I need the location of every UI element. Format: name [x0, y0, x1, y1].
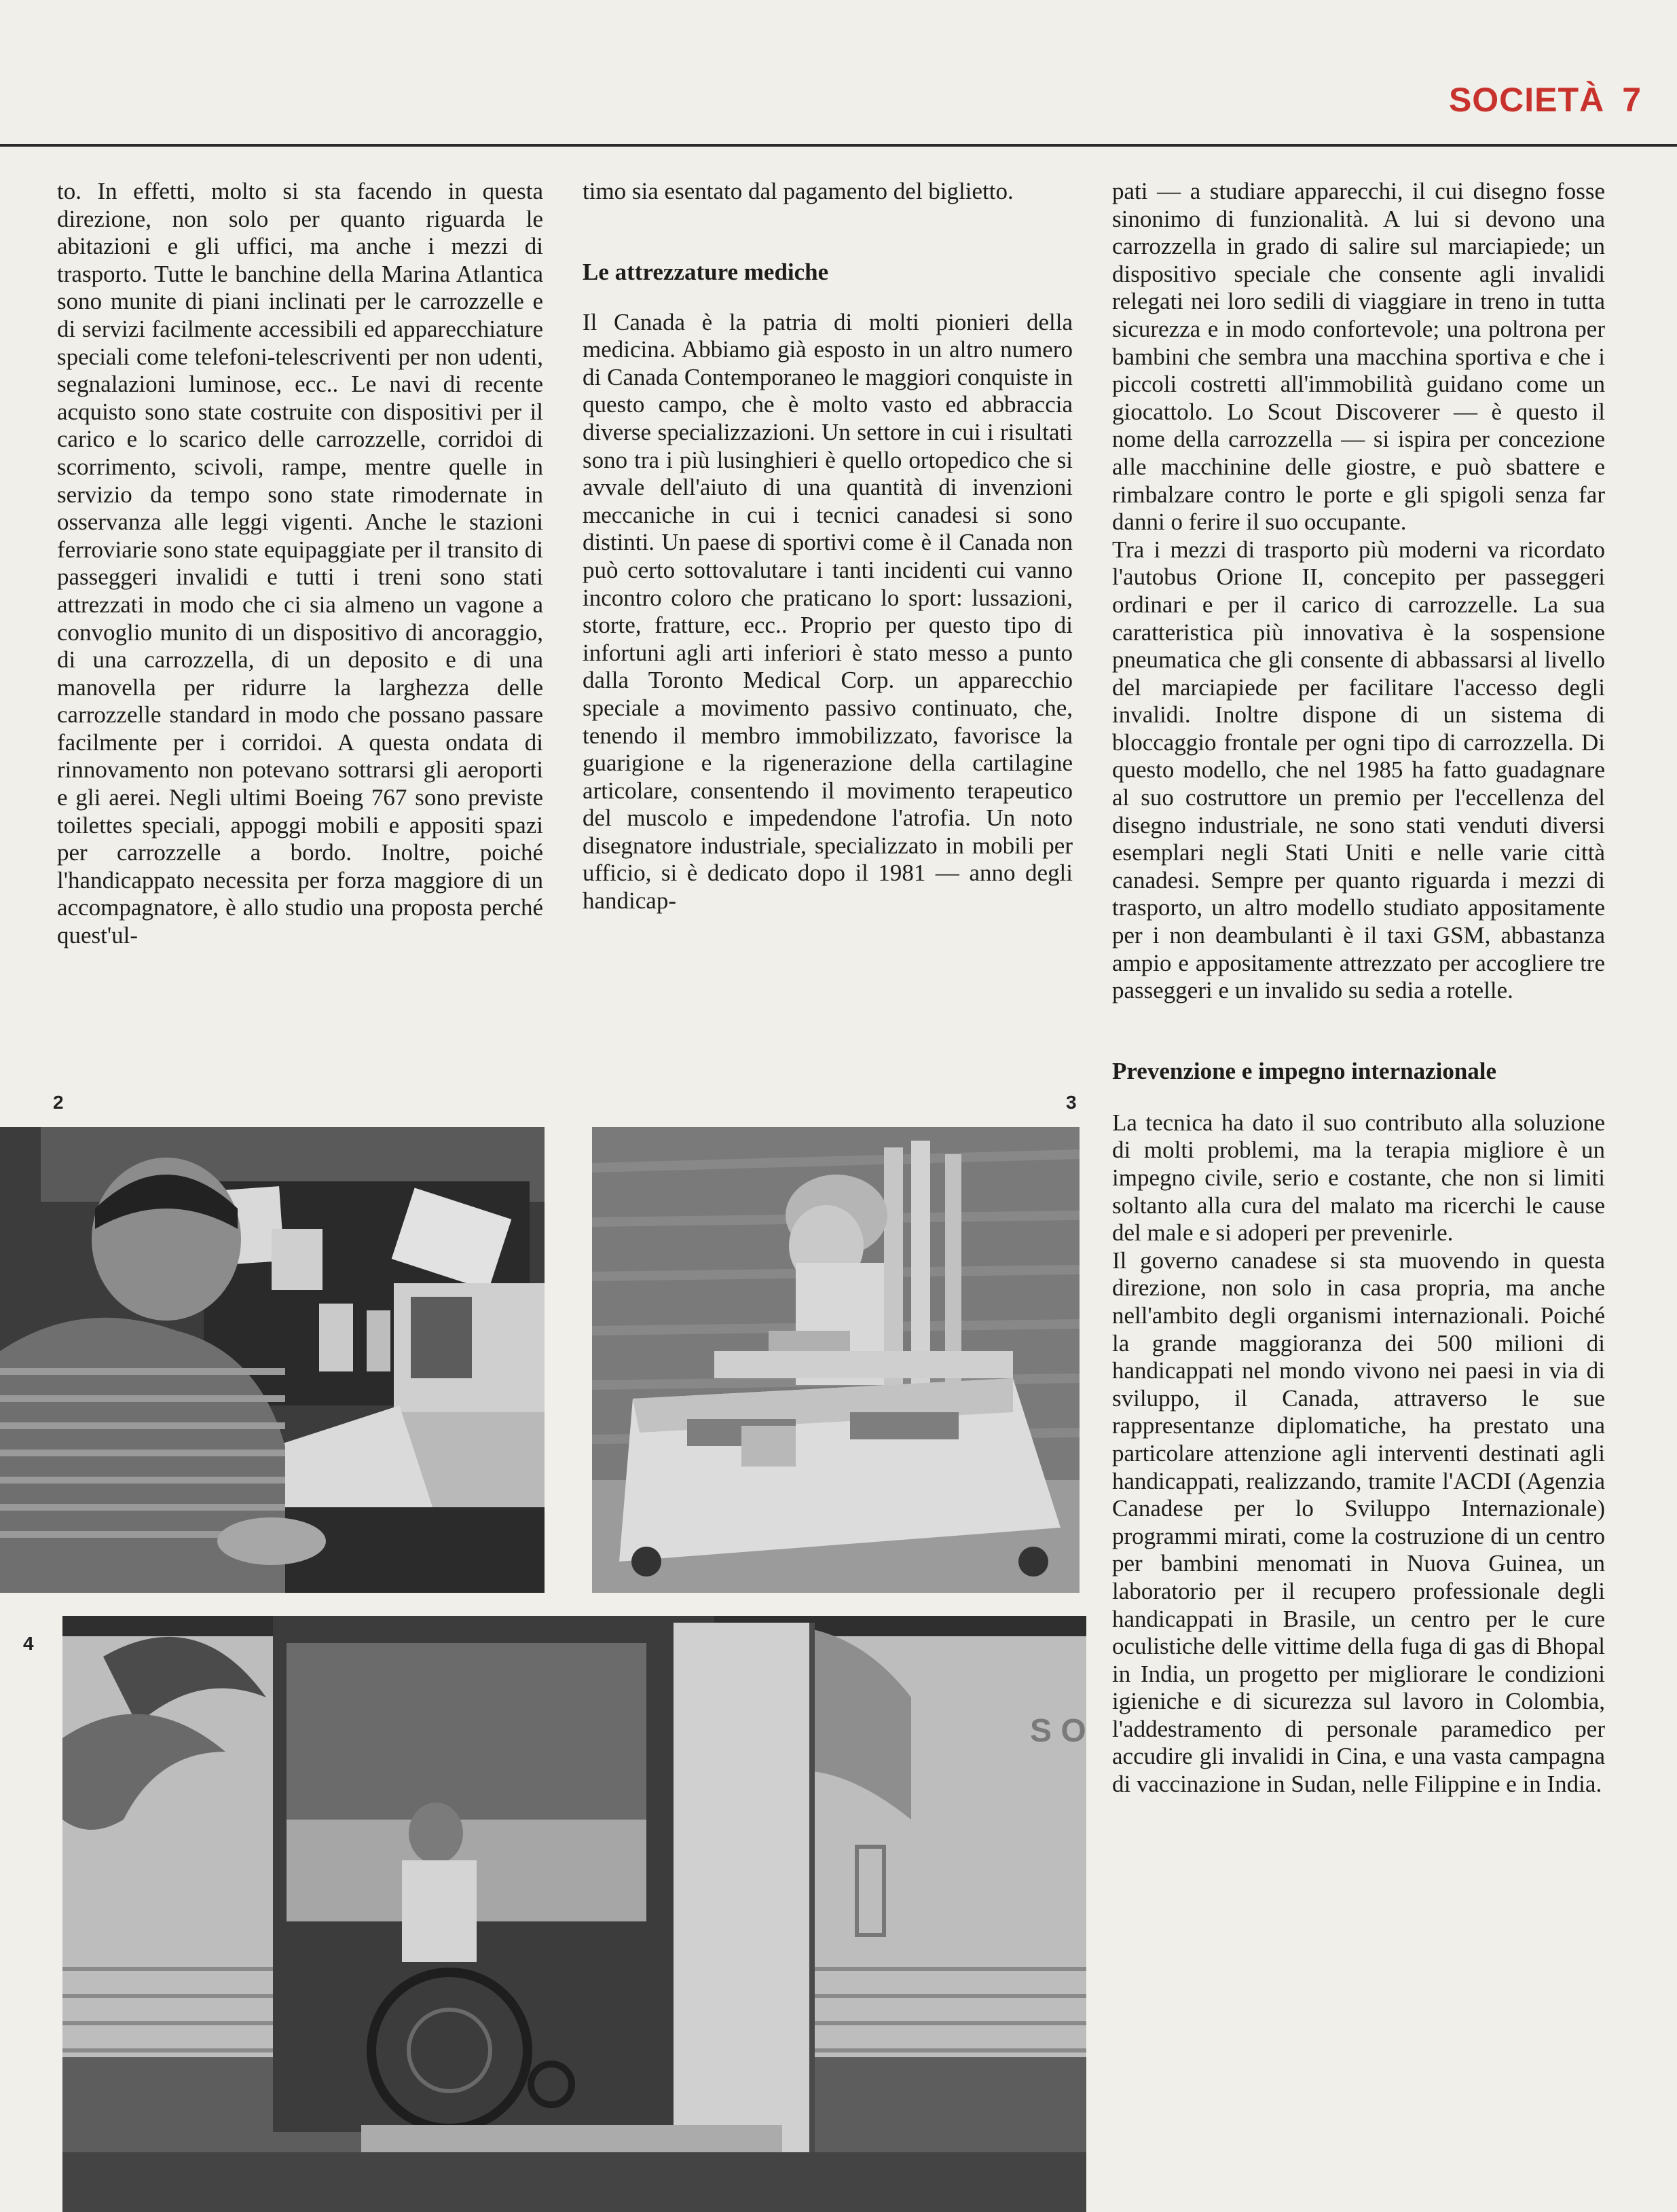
paragraph: Tra i mezzi di trasporto più moderni va ricordato l'autobus Orione II, concepito per passeggeri ordinari e per il carico di carrozzelle. La sua caratteristica più innovativa è la sospensione pneumatica che gli consente di abbassarsi al livello del marciapiede per facilitare l'accesso degli invalidi. Inoltre dispone di un sistema di bloccaggio frontale per ogni tipo di carrozzella. Di questo modello, che nel 1985 ha fatto guadagnare al suo costruttore un premio per l'eccellenza del disegno industriale, ne sono stati venduti diversi esemplari negli Stati Uniti e nelle varie città canadesi. Sempre per quanto riguarda i mezzi di trasporto, un altro modello studiato appositamente per i non deambulanti è il taxi GSM, abbastanza ampio e appositamente attrezzato per accogliere tre passeggeri e un invalido su sedia a rotelle.	[1112, 536, 1605, 1004]
text-column-2	[583, 178, 1073, 915]
text-column-3	[1112, 178, 1605, 1799]
paragraph: Il governo canadese si sta muovendo in questa direzione, non solo in casa propria, ma anche nell'ambito degli organismi internazionali. Poiché la grande maggioranza dei 500 milioni di handicappati nel mondo vivono nei paesi in via di sviluppo, il Canada, attraverso le sue rappresentanze diplomatiche, ha prestato una particolare attenzione agli interventi destinati agli handicappati, realizzando, tramite l'ACDI (Agenzia Canadese per lo Sviluppo Internazionale) programmi mirati, come la costruzione di un centro per bambini menomati in Nuova Guinea, un laboratorio per il recupero professionale degli handicappati in Brasile, un centro per le cure oculistiche delle vittime della fuga di gas di Bhopal in India, un progetto per migliorare le condizioni igieniche e di sicurezza sul lavoro in Colombia, l'addestramento di personale paramedico per accudire gli invalidi in Cina, e una vasta campagna di vaccinazione in Sudan, nelle Filippine e in India.	[1112, 1247, 1605, 1798]
page-number: 7	[1622, 81, 1642, 119]
paragraph: Il Canada è la patria di molti pionieri della medicina. Abbiamo già esposto in un altro numero di Canada Contemporaneo le maggiori conquiste in questo campo, che è molto vasto ed abbraccia diverse specializzazioni. Un settore in cui i risultati sono tra i più lusinghieri è quello ortopedico che si avvale dell'aiuto di una quantità di invenzioni meccaniche in cui i tecnici canadesi si sono distinti. Un paese di sportivi come è il Canada non può certo sottovalutare i tanti incidenti cui vanno incontro coloro che praticano lo sport: lussazioni, storte, fratture, ecc.. Proprio per questo tipo di infortuni agli arti inferiori è stato messo a punto dalla Toronto Medical Corp. un apparecchio speciale a movimento passivo continuato, che, tenendo il membro immobilizzato, favorisce la guarigione e la rigenerazione della cartilagine articolare, consentendo il movimento terapeutico del muscolo e impedendone l'atrofia. Un noto disegnatore industriale, specializzato in mobili per ufficio, si è dedicato dopo il 1981 — anno degli handicap-	[583, 308, 1073, 915]
section-heading: Le attrezzature mediche	[583, 258, 829, 285]
photo-bus-wheelchair-lift	[62, 1616, 1086, 2212]
paragraph: La tecnica ha dato il suo contributo alla soluzione di molti problemi, ma la terapia migliore è un impegno civile, serio e costante, che non si limiti soltanto alla cura del malato ma ricerchi le cause del male e si adoperi per prevenirle.	[1112, 1109, 1605, 1247]
figure-number-2: 2	[53, 1092, 64, 1113]
paragraph: to. In effetti, molto si sta facendo in questa direzione, non solo per quanto riguarda le abitazioni e gli uffici, ma anche i mezzi di trasporto. Tutte le banchine della Marina Atlantica sono munite di piani inclinati per le carrozzelle e di servizi facilmente accessibili ed apparecchiature speciali come telefoni-telescriventi per non udenti, segnalazioni luminose, ecc.. Le navi di recente acquisto sono state costruite con dispositivi per il carico e lo scarico delle carrozzelle, corridoi di scorrimento, scivoli, rampe, mentre quelle in servizio da tempo sono state rimodernate in osservanza alle leggi vigenti. Anche le stazioni ferroviarie sono state equipaggiate per il transito di passeggeri invalidi e tutti i treni sono stati attrezzati in modo che ci sia almeno un vagone a convoglio munito di un dispositivo di ancoraggio, di una carrozzella, di un deposito e di una manovella per ridurre la larghezza delle carrozzelle standard in modo che possano passare facilmente per i corridoi. A questa ondata di rinnovamento non potevano sottrarsi gli aeroporti e gli aerei. Negli ultimi Boeing 767 sono previste toilettes speciali, appoggi mobili e appositi spazi per carrozzelle a bordo. Inoltre, poiché l'handicappato necessita per forza maggiore di un accompagnatore, è allo studio una proposta perché quest'ul-	[57, 178, 543, 949]
figure-number-3: 3	[1066, 1092, 1077, 1113]
section-title: SOCIETÀ	[1448, 81, 1605, 119]
figure-number-4: 4	[23, 1633, 34, 1654]
running-head	[1449, 80, 1642, 119]
paragraph: timo sia esentato dal pagamento del biglietto.	[583, 178, 1014, 204]
photo-child-in-wheelchair	[592, 1127, 1080, 1593]
photo-man-at-computer	[0, 1127, 545, 1593]
paragraph: pati — a studiare apparecchi, il cui disegno fosse sinonimo di funzionalità. A lui si devono una carrozzella in grado di salire sul marciapiede; un dispositivo speciale che consente agli invalidi relegati nei loro sedili di viaggiare in treno in tutta sicurezza e in modo confortevole; una poltrona per bambini che sembra una macchina sportiva e che i piccoli costretti all'immobilità guidano come un giocattolo. Lo Scout Discoverer — è questo il nome della carrozzella — si ispira per concezione alle macchinine delle giostre, e può sbattere e rimbalzare contro le porte e gli spigoli senza far danni o ferire il suo occupante.	[1112, 178, 1605, 536]
text-column-1	[57, 178, 543, 950]
bus-lettering: S O	[1030, 1713, 1086, 1749]
header-rule	[0, 144, 1677, 147]
section-heading: Prevenzione e impegno internazionale	[1112, 1057, 1497, 1084]
